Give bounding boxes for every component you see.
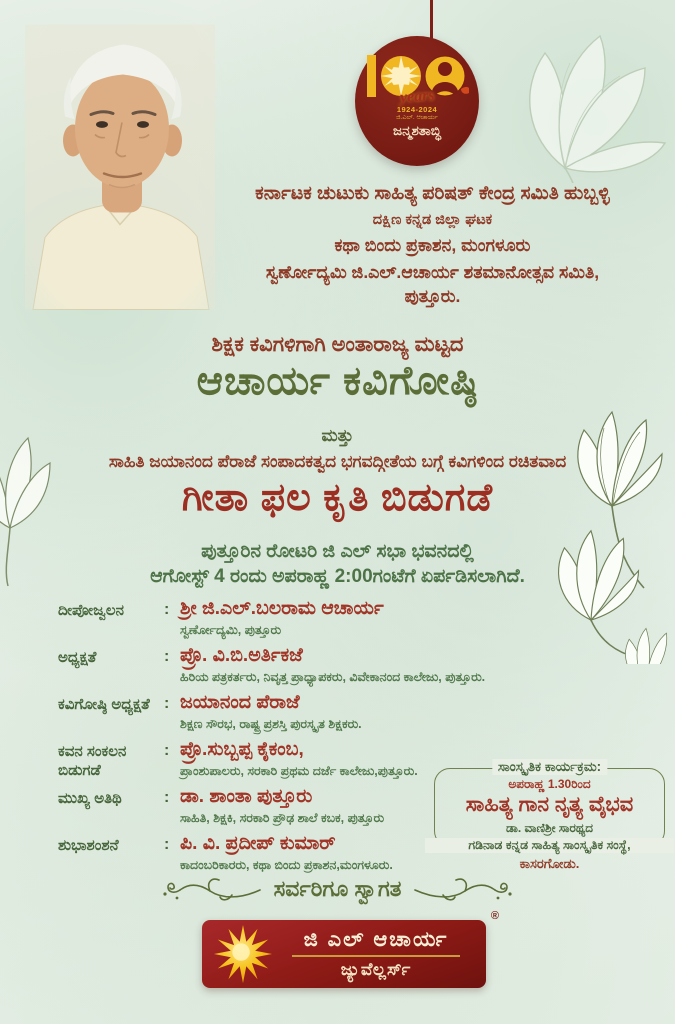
role-desc: ಶಿಕ್ಷಣ ಸೌರಭ, ರಾಷ್ಟ್ರ ಪ್ರಶಸ್ತಿ ಪುರಸ್ಕೃತ ಶಿಕ್ಷಕರು. (180, 716, 362, 731)
portrait-photo (25, 22, 215, 312)
role-colon: : (164, 648, 170, 665)
badge-centenary-label: ಜನ್ಮಶತಾಬ್ಧಿ (393, 123, 441, 138)
venue-line: ಪುತ್ತೂರಿನ ರೋಟರಿ ಜಿ ಎಲ್ ಸಭಾ ಭವನದಲ್ಲಿ (201, 541, 474, 562)
org-line-4: ಸ್ವರ್ಣೋದ್ಯಮಿ ಜಿ.ಎಲ್.ಆಚಾರ್ಯ ಶತಮಾನೋತ್ಸವ ಸಮಿತಿ, (265, 262, 600, 282)
role-row (58, 599, 626, 641)
role-colon: : (164, 601, 170, 618)
cultural-place: ಕಾಸರಗೋಡು. (519, 856, 580, 871)
role-name: ಜಯಾನಂದ ಪೆರಾಜೆ (180, 692, 300, 713)
event-kicker: ಶಿಕ್ಷಕ ಕವಿಗಳಿಗಾಗಿ ಅಂತಾರಾಜ್ಯ ಮಟ್ಟದ (211, 333, 464, 356)
sponsor-logo (202, 910, 499, 988)
role-desc: ಸಾಹಿತಿ, ಶಿಕ್ಷಕಿ, ಸರಕಾರಿ ಪ್ರೌಢ ಶಾಲೆ ಕಬಕ, ಪುತ್ತೂರು (180, 810, 385, 825)
role-desc: ಹಿರಿಯ ಪತ್ರಕರ್ತರು, ನಿವೃತ್ತ ಪ್ರಾಧ್ಯಾಪಕರು, ವಿವೇಕಾನಂದ ಕಾಲೇಜು, ಪುತ್ತೂರು. (180, 669, 486, 684)
role-name: ಪ್ರೊ. ವಿ.ಬಿ.ಅರ್ತಿಕಜೆ (180, 645, 303, 666)
flower-line-art-topright-icon (470, 18, 675, 183)
org-line-2: ದಕ್ಷಿಣ ಕನ್ನಡ ಜಿಲ್ಲಾ ಘಟಕ (372, 212, 493, 228)
cultural-time: ಅಪರಾಹ್ಣ 1.30ರಿಂದ (508, 777, 591, 791)
role-label: ಶುಭಾಶಂಶನೆ (58, 837, 119, 854)
role-desc: ಸ್ವರ್ಣೋದ್ಯಮಿ, ಪುತ್ತೂರು (180, 622, 282, 637)
book-release-title: ಗೀತಾ ಫಲ ಕೃತಿ ಬಿಡುಗಡೆ (181, 477, 494, 519)
role-name: ಪ್ರೊ.ಸುಬ್ಬಪ್ಪ ಕೈಕಂಬ, (180, 739, 304, 760)
sponsor-name: ಜಿ ಎಲ್ ಆಚಾರ್ಯ (303, 928, 449, 951)
badge-small-name: ಜಿ.ಎಲ್. ಆಚಾರ್ಯ (396, 114, 438, 121)
sponsor-text-block (274, 928, 486, 980)
cultural-program-box (434, 759, 665, 871)
role-label: ಕವಿಗೋಷ್ಠಿ ಅಧ್ಯಕ್ಷತೆ (58, 696, 150, 713)
role-desc: ಕಾದಂಬರಿಕಾರರು, ಕಥಾ ಬಿಂದು ಪ್ರಕಾಶನ,ಮಂಗಳೂರು. (180, 857, 393, 872)
sponsor-divider (292, 955, 459, 957)
cultural-title: ಸಾಂಸ್ಕೃತಿಕ ಕಾರ್ಯಕ್ರಮ: (492, 759, 607, 775)
event-title: ಆಚಾರ್ಯ ಕವಿಗೋಷ್ಠಿ (196, 359, 479, 403)
welcome-row (0, 874, 675, 904)
sponsor-subtitle: ಜ್ಯುವೆಲ್ಲರ್ಸ್ (340, 960, 412, 979)
event-subtitle: ಸಾಹಿತಿ ಜಯಾನಂದ ಪೆರಾಜೆ ಸಂಪಾದಕತ್ವದ ಭಗವದ್ಗೀತೆಯ ಬಗ್ಗೆ ಕವಿಗಳಿಂದ ರಚಿತವಾದ (108, 452, 567, 471)
event-conjunction: ಮತ್ತು (321, 426, 354, 445)
organisation-block (198, 183, 667, 307)
role-label: ಮುಖ್ಯ ಅತಿಥಿ (58, 790, 122, 807)
org-line-3: ಕಥಾ ಬಿಂದು ಪ್ರಕಾಶನ, ಮಂಗಳೂರು (334, 235, 531, 255)
role-row (58, 646, 626, 688)
role-label: ಅಧ್ಯಕ್ಷತೆ (58, 649, 97, 666)
role-desc: ಪ್ರಾಂಶುಪಾಲರು, ಸರಕಾರಿ ಪ್ರಥಮ ದರ್ಜೆ ಕಾಲೇಜು,ಪುತ್ತೂರು. (180, 763, 418, 778)
role-label: ಕವನ ಸಂಕಲನ ಬಿಡುಗಡೆ (58, 743, 127, 779)
badge-string (430, 0, 433, 40)
badge-years-script: years (399, 86, 435, 107)
registered-mark: ® (490, 910, 499, 922)
sunburst-icon (212, 923, 274, 985)
cultural-main-title: ಸಾಹಿತ್ಯ ಗಾನ ನೃತ್ಯ ವೈಭವ (465, 793, 634, 816)
role-name: ಶ್ರೀ ಜಿ.ಎಲ್.ಬಲರಾಮ ಆಚಾರ್ಯ (180, 598, 384, 619)
role-colon: : (164, 695, 170, 712)
flourish-left-icon (162, 874, 262, 904)
role-label: ದೀಪೋಜ್ವಲನ (58, 602, 124, 619)
welcome-text: ಸರ್ವರಿಗೂ ಸ್ವಾಗತ (273, 876, 402, 901)
role-colon: : (164, 836, 170, 853)
flourish-right-icon (413, 874, 513, 904)
role-colon: : (164, 742, 170, 759)
centenary-badge (355, 36, 479, 166)
role-name: ಡಾ. ಶಾಂತಾ ಪುತ್ತೂರು (180, 786, 313, 807)
cultural-organisation: ಗಡಿನಾಡ ಕನ್ನಡ ಸಾಹಿತ್ಯ ಸಾಂಸ್ಕೃತಿಕ ಸಂಸ್ಥೆ, (425, 838, 674, 853)
org-line-1: ಕರ್ನಾಟಕ ಚುಟುಕು ಸಾಹಿತ್ಯ ಪರಿಷತ್ ಕೇಂದ್ರ ಸಮಿತಿ ಹುಬ್ಬಳ್ಳಿ (255, 183, 610, 204)
datetime-line: ಆಗೋಸ್ಟ್ 4 ರಂದು ಅಪರಾಹ್ಣ 2:00ಗಂಟೆಗೆ ಏರ್ಪಡಿಸಲಾಗಿದೆ. (150, 566, 525, 587)
role-row (58, 693, 626, 735)
badge-year-range: 1924-2024 (396, 105, 438, 114)
cultural-lead: ಡಾ. ವಾಣಿಶ್ರೀ ಸಾರಥ್ಯದ (506, 821, 593, 835)
role-colon: : (164, 789, 170, 806)
org-line-5: ಪುತ್ತೂರು. (404, 286, 461, 306)
role-name: ಪಿ. ವಿ. ಪ್ರದೀಪ್ ಕುಮಾರ್ (180, 833, 336, 854)
